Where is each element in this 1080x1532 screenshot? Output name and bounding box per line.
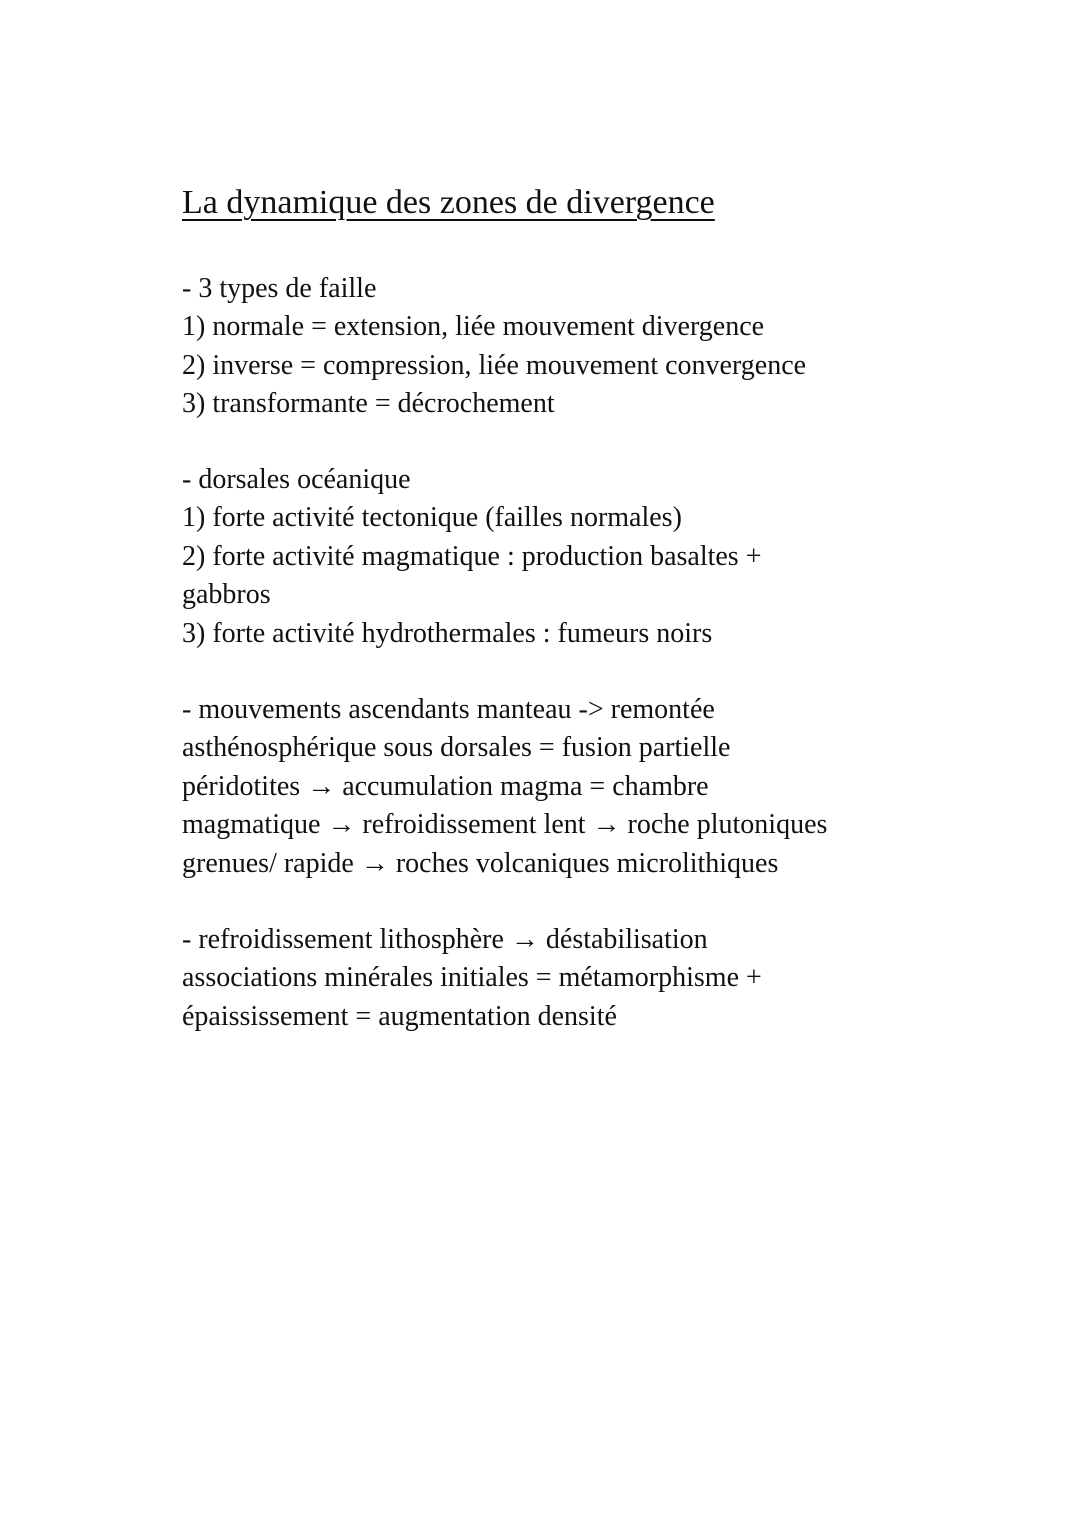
text-line: - mouvements ascendants manteau -> remontée: [182, 694, 715, 725]
text-line: grenues/ rapide → roches volcaniques microlithiques: [182, 847, 779, 879]
text-line: gabbros: [182, 579, 271, 611]
text-line: péridotites → accumulation magma = chambre: [182, 770, 709, 802]
text-line: 1) forte activité tectonique (failles normales): [182, 502, 682, 534]
section-mantle-movements: [182, 691, 827, 883]
text-line: 2) inverse = compression, liée mouvement convergence: [182, 349, 807, 381]
text-line: - 3 types de faille: [182, 273, 377, 304]
text-line: épaississement = augmentation densité: [182, 1000, 617, 1032]
text-line: - dorsales océanique: [182, 464, 411, 495]
text-line: magmatique → refroidissement lent → roche plutoniques: [182, 809, 828, 841]
section-oceanic-ridges: [182, 461, 762, 653]
text-line: asthénosphérique sous dorsales = fusion partielle: [182, 732, 731, 764]
section-lithosphere-cooling: [182, 921, 762, 1036]
document-title: La dynamique des zones de divergence: [182, 184, 715, 221]
text-line: 1) normale = extension, liée mouvement divergence: [182, 311, 765, 343]
text-line: 3) transformante = décrochement: [182, 388, 555, 420]
text-line: associations minérales initiales = métamorphisme +: [182, 962, 762, 994]
section-fault-types: [182, 270, 806, 424]
text-line: 2) forte activité magmatique : production basaltes +: [182, 540, 762, 572]
text-line: - refroidissement lithosphère → déstabilisation: [182, 924, 708, 955]
text-line: 3) forte activité hydrothermales : fumeurs noirs: [182, 617, 713, 649]
